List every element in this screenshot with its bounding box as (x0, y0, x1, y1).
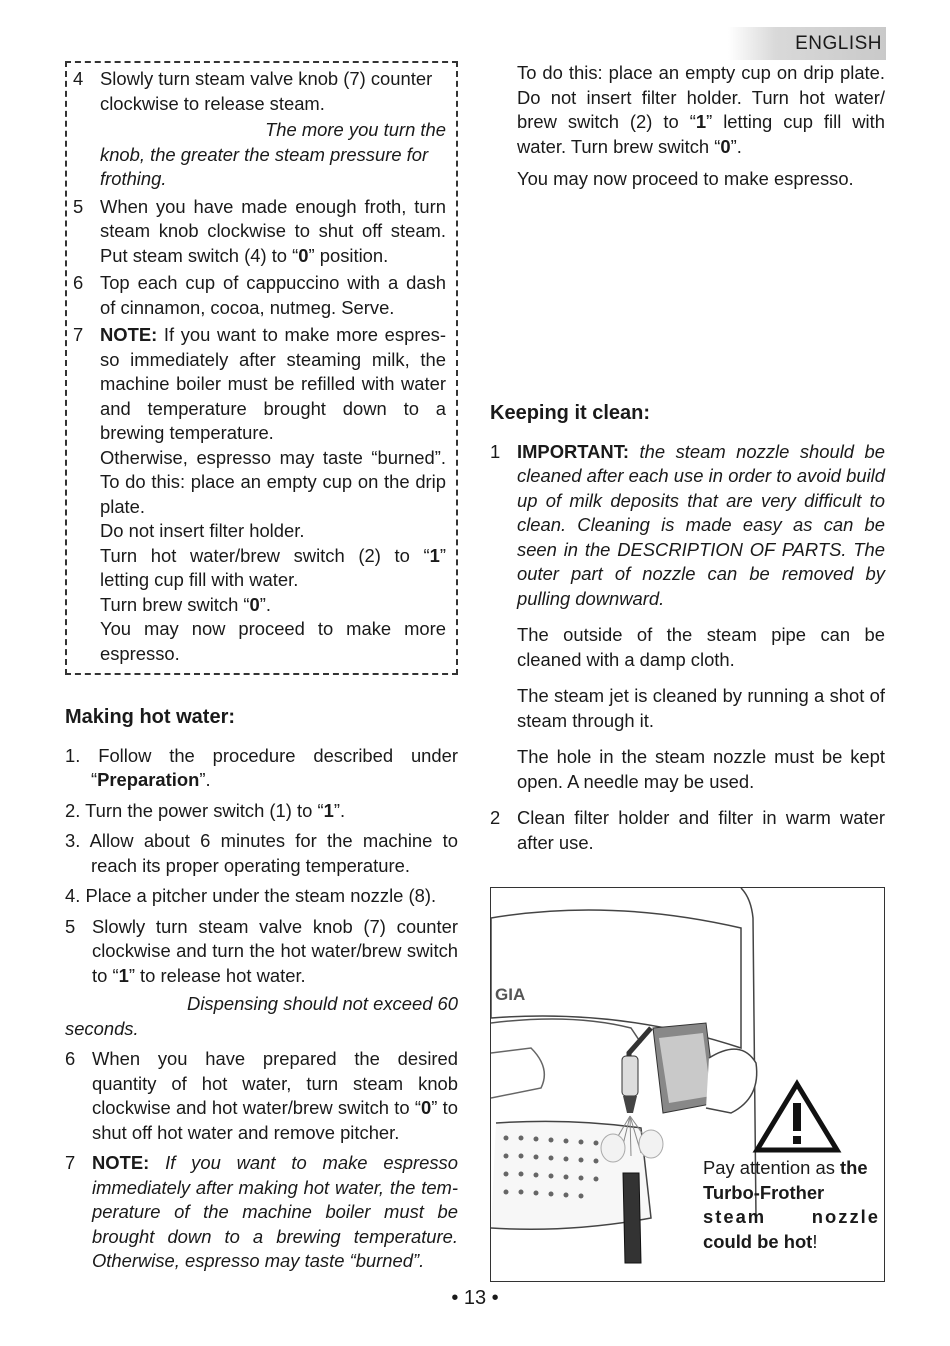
turbo-frother-illustration (490, 887, 885, 1282)
cleaning-section (490, 401, 885, 855)
right-continuation: To do this: place an empty cup on drip plate. Do not insert filter holder. Turn hot water/ brew switch (2) to “1” letting cup fill with water. Turn brew switch “0”. You may now proceed to make espresso. (517, 62, 885, 189)
hot-water-step-4: 4. Place a pitcher under the steam nozzle (8). (65, 885, 437, 906)
note-label: NOTE: (100, 324, 158, 345)
cleaning-heading: Keeping it clean: (490, 402, 651, 424)
hot-water-step-2: 2. Turn the power switch (1) to “1”. (65, 799, 346, 821)
step-4: 4 Slowly turn steam valve knob (7) counter clockwise to release steam. The more you turn the knob, the greater the steam pressure for frothing. (73, 67, 446, 192)
step-6: 6 Top each cup of cappuccino with a dash of cinnamon, cocoa, nutmeg. Serve. (73, 272, 446, 318)
step-4-note-3: frothing. (100, 168, 167, 189)
hot-water-section (65, 705, 458, 1274)
hot-water-step-6: 6 When you have prepared the desired quantity of hot water, turn steam knob clockwise and hot water/brew switch to “0” to shut off hot water and remove pitcher. (65, 1048, 458, 1143)
hot-water-note-2: seconds. (65, 1017, 139, 1039)
page-number: • 13 • (451, 1287, 499, 1309)
step-4-line-2: clockwise to release steam. (100, 92, 325, 114)
hot-water-step-5: 5 Slowly turn steam valve knob (7) counter clockwise and turn the hot water/brew switch to “1” to release hot water. (65, 915, 458, 986)
hot-water-step-1: 1. Follow the procedure described under “Preparation”. (65, 744, 458, 790)
step-4-line-1: Slowly turn steam valve knob (7) counter (100, 68, 433, 89)
cleaning-step-2: 2 Clean filter holder and filter in warm water after use. (490, 807, 885, 853)
figure-caption: Pay attention as the Turbo-Frother steam nozzle could be hot! (703, 1157, 880, 1252)
hot-water-step-7: 7 NOTE: If you want to make espresso immediately after making hot water, the tem-perature of the machine boiler must be brought down to a brewing temperature. Otherwise, espresso may taste “burned”. (65, 1152, 458, 1271)
step-7: 7 NOTE: If you want to make more espres-so immediately after steaming milk, the machine boiler must be refilled with water and temperature brought down to a brewing temperature. Otherwise, espresso may taste “burned”. To do this: place an empty cup on the drip plate. Do not insert filter holder. Turn hot water/brew switch (2) to “1” letting cup fill with water. Turn brew switch “0”. You may now proceed to make more espresso. (73, 324, 446, 664)
hot-water-note-1: Dispensing should not exceed 60 (187, 993, 458, 1014)
hot-water-heading: Making hot water: (65, 706, 236, 728)
step-4-note-2: knob, the greater the steam pressure for (100, 143, 429, 165)
hot-water-step-3: 3. Allow about 6 minutes for the machine to reach its proper operating temperature. (65, 830, 458, 876)
brand-fragment: GIA (495, 985, 526, 1004)
cleaning-step-1: 1 IMPORTANT: the steam nozzle should be cleaned after each use in order to avoid build up of milk deposits that are very difficult to clean. Cleaning is made easy as can be seen in the DESCRIPTION OF PARTS. The outer part of nozzle can be removed by pulling downward. The outside of the steam pipe can be cleaned with a damp cloth. The steam jet is cleaned by running a shot of steam through it. The hole in the steam nozzle must be kept open. A needle may be used. (490, 440, 885, 792)
step-4-note-1: The more you turn the (265, 119, 446, 140)
language-tab: ENGLISH (728, 27, 886, 60)
step-5: 5 When you have made enough froth, turn steam knob clockwise to shut off steam. Put steam switch (4) to “0” position. (73, 195, 446, 266)
steam-steps (73, 67, 446, 666)
